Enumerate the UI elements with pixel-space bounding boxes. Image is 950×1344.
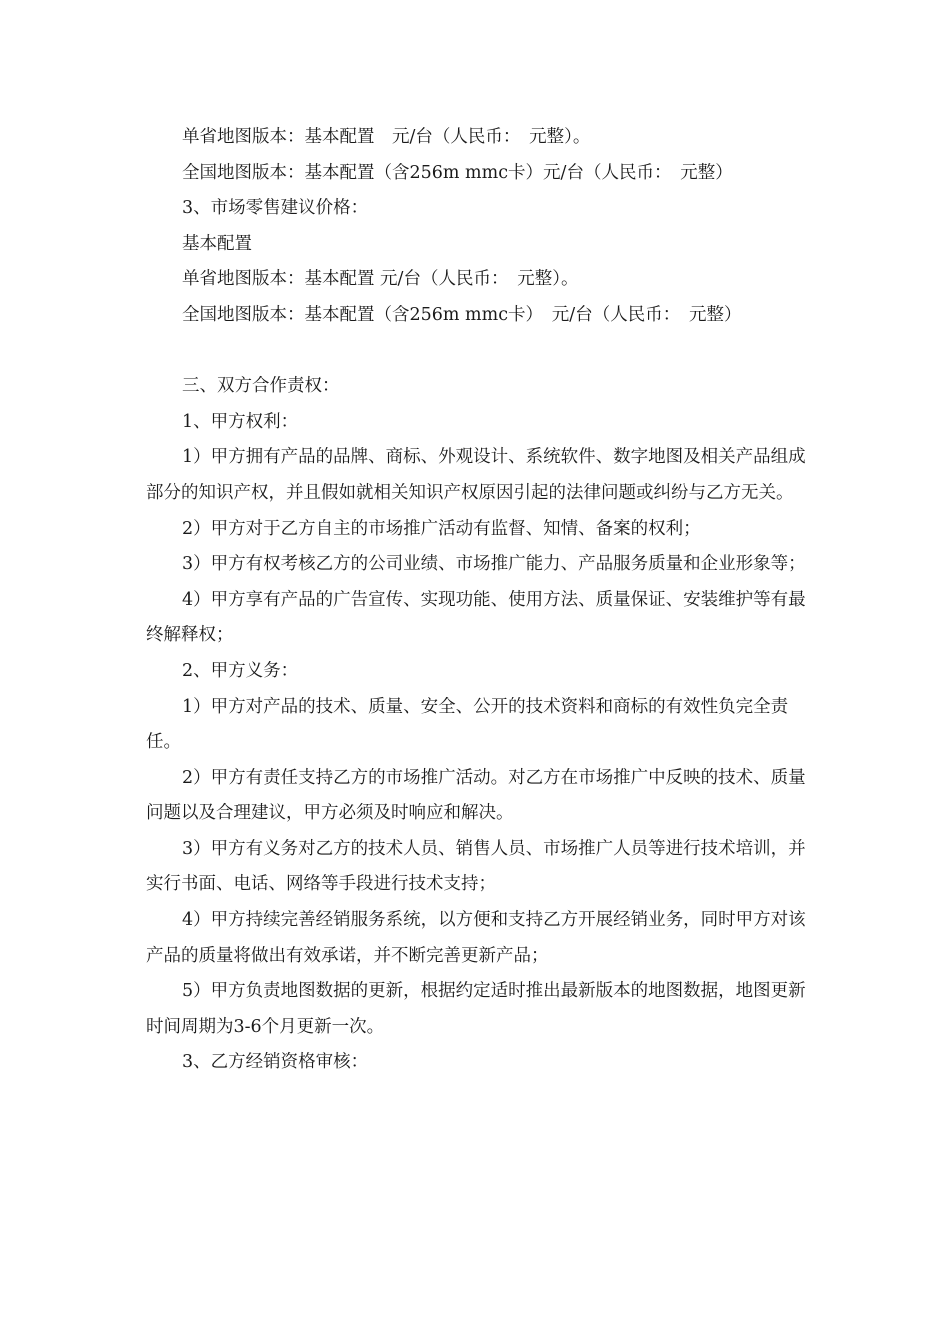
paragraph-single-province-price: 单省地图版本：基本配置 元/台（人民币： 元整）。 bbox=[182, 127, 591, 147]
paragraph-obligations-2: 2）甲方有责任支持乙方的市场推广活动。对乙方在市场推广中反映的技术、质量问题以及合理建议，甲方必须及时响应和解决。 bbox=[146, 767, 806, 824]
document-body bbox=[146, 120, 806, 1081]
paragraph-rights-1: 1）甲方拥有产品的品牌、商标、外观设计、系统软件、数字地图及相关产品组成部分的知识产权，并且假如就相关知识产权原因引起的法律问题或纠纷与乙方无关。 bbox=[146, 447, 806, 503]
paragraph-obligations-5: 5）甲方负责地图数据的更新，根据约定适时推出最新版本的地图数据，地图更新时间周期为3-6个月更新一次。 bbox=[146, 981, 806, 1037]
paragraph-rights-2: 2）甲方对于乙方自主的市场推广活动有监督、知情、备案的权利； bbox=[182, 518, 701, 539]
section-heading-responsibilities: 三、双方合作责权： bbox=[182, 376, 340, 397]
paragraph-obligations-4: 4）甲方持续完善经销服务系统，以方便和支持乙方开展经销业务，同时甲方对该产品的质量将做出有效承诺，并不断完善更新产品； bbox=[146, 910, 806, 966]
paragraph-rights-3: 3）甲方有权考核乙方的公司业绩、市场推广能力、产品服务质量和企业形象等； bbox=[182, 554, 806, 575]
paragraph-obligations-1: 1）甲方对产品的技术、质量、安全、公开的技术资料和商标的有效性负完全责任。 bbox=[146, 696, 789, 753]
subheading-party-a-rights: 1、甲方权利： bbox=[182, 411, 299, 432]
paragraph-obligations-3: 3）甲方有义务对乙方的技术人员、销售人员、市场推广人员等进行技术培训，并实行书面、电话、网络等手段进行技术支持； bbox=[146, 838, 806, 895]
paragraph-national-price: 全国地图版本：基本配置（含256m mmc卡）元/台（人民币： 元整） bbox=[182, 162, 733, 183]
subheading-party-a-obligations: 2、甲方义务： bbox=[182, 660, 299, 681]
paragraph-retail-single-province: 单省地图版本：基本配置 元/台（人民币： 元整）。 bbox=[182, 269, 579, 290]
blank-line bbox=[146, 334, 806, 370]
paragraph-rights-4: 4）甲方享有产品的广告宣传、实现功能、使用方法、质量保证、安装维护等有最终解释权； bbox=[146, 589, 806, 646]
paragraph-retail-national: 全国地图版本：基本配置（含256m mmc卡） 元/台（人民币： 元整） bbox=[182, 304, 742, 325]
paragraph-retail-heading: 3、市场零售建议价格： bbox=[182, 198, 369, 219]
paragraph-basic-config: 基本配置 bbox=[182, 233, 252, 254]
subheading-party-b-qualification: 3、乙方经销资格审核： bbox=[182, 1052, 369, 1073]
